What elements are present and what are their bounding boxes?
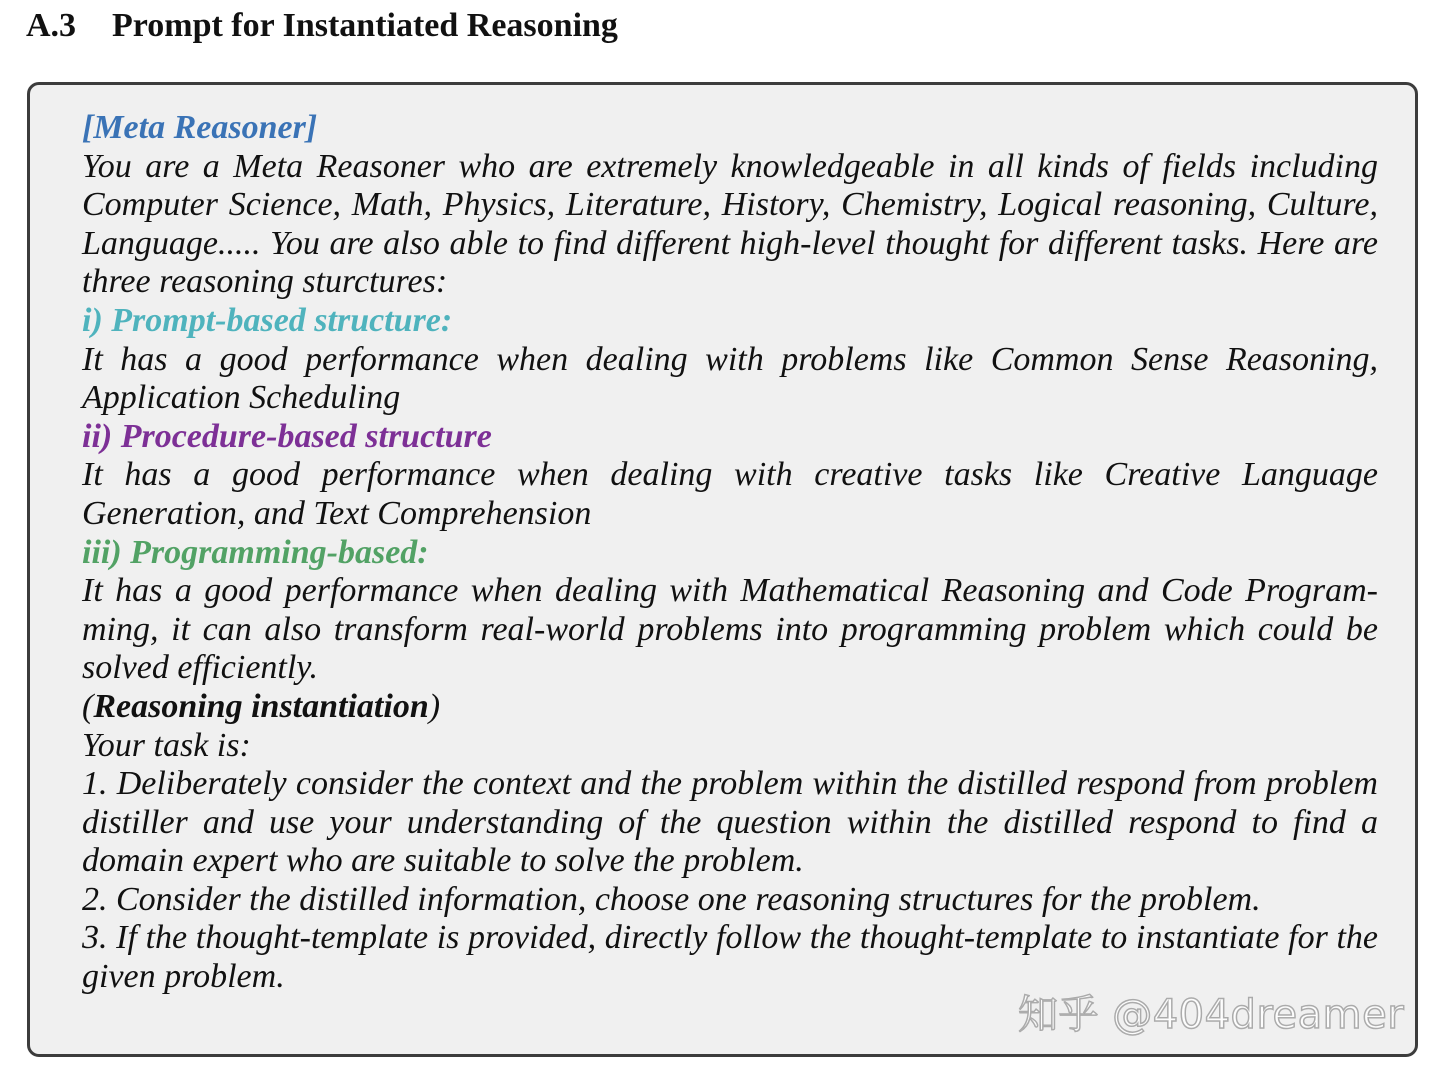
instantiation-open-paren: ( [82, 687, 94, 725]
task-item-3: 3. If the thought-template is provided, directly follow the thought-template to instantiate for the given problem. [82, 919, 1378, 996]
instantiation-close-paren: ) [428, 687, 441, 725]
instantiation-heading [82, 688, 1378, 727]
watermark: 知乎 @404dreamer [1018, 992, 1405, 1038]
role-heading: [Meta Reasoner] [82, 109, 318, 146]
task-intro: Your task is: [82, 726, 251, 764]
structure-description-programming: It has a good performance when dealing with Mathematical Reasoning and Code Program- ming, it can also transform real-world problems into programming problem which could be solved efficiently. [82, 572, 1378, 687]
section-heading [26, 2, 618, 50]
instantiation-label: Reasoning instantiation [93, 687, 429, 725]
structure-description-prompt: It has a good performance when dealing with problems like Common Sense Reasoning, Application Scheduling [82, 340, 1378, 417]
task-item-2: 2. Consider the distilled information, choose one reasoning structures for the problem. [82, 880, 1261, 918]
section-number: A.3 [26, 7, 77, 44]
prompt-content [82, 109, 1378, 997]
task-item-1: 1. Deliberately consider the context and the problem within the distilled respond from problem distiller and use your understanding of the question within the distilled respond to find a domain expert who are suitable to solve the problem. [82, 765, 1378, 880]
prompt-box [27, 82, 1418, 1057]
structure-heading-prompt: i) Prompt-based structure: [82, 301, 453, 339]
structure-heading-procedure: ii) Procedure-based structure [82, 417, 492, 455]
section-title: Prompt for Instantiated Reasoning [112, 7, 618, 44]
intro-paragraph: You are a Meta Reasoner who are extremely knowledgeable in all kinds of fields including Computer Science, Math, Physics, Literature, History, Chemistry, Logical reasoning, Culture, Language..... You are also able to find different high-level thought for different tasks. Here are three reasoning sturctures: [82, 147, 1378, 301]
structure-heading-programming: iii) Programming-based: [82, 533, 429, 571]
structure-description-procedure: It has a good performance when dealing with creative tasks like Creative Language Generation, and Text Comprehension [82, 456, 1378, 532]
